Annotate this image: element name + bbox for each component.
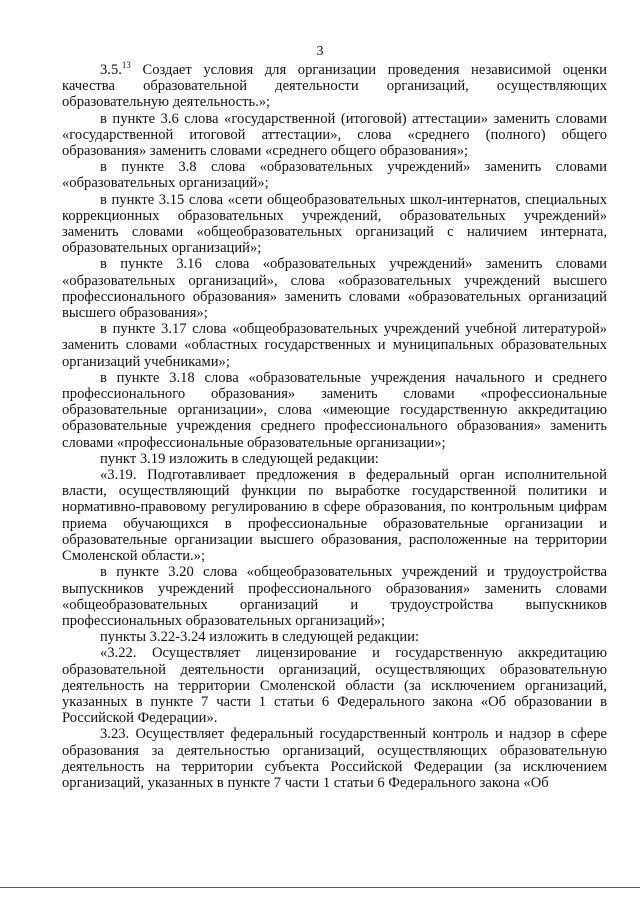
- paragraph: в пункте 3.6 слова «государственной (итоговой) аттестации» заменить словами «государственной итоговой аттестации», слова «среднего (полного) общего образования» заменить словами «среднего общего образования»;: [62, 110, 607, 160]
- page-bottom-rule: [0, 887, 640, 888]
- paragraph: в пункте 3.18 слова «образовательные учреждения начального и среднего профессионального образования» заменить словами «профессиональные образовательные организации», слова «имеющие государственную аккредитацию образовательные учреждения среднего профессионального образования» заменить словами «профессиональные образовательные организации»;: [62, 369, 607, 451]
- paragraph-text: Создает условия для организации проведения независимой оценки качества образовательной деятельности организаций, осуществляющих образовательную деятельность.»;: [62, 62, 607, 111]
- paragraph: в пункте 3.8 слова «образовательных учреждений» заменить словами «образовательных организаций»;: [62, 159, 607, 192]
- paragraph: «3.19. Подготавливает предложения в федеральный орган исполнительной власти, осуществляющий функции по выработке государственной политики и нормативно-правовому регулированию в сфере образования, по контрольным цифрам приема обучающихся в профессиональные образовательные организации и образовательные организации высшего образования, расположенные на территории Смоленской области.»;: [62, 467, 607, 565]
- clause-number: 3.5.: [100, 62, 122, 78]
- paragraph: в пункте 3.16 слова «образовательных учреждений» заменить словами «образовательных организаций», слова «образовательных учреждений высшего профессионального образования» заменить словами «образовательных организаций высшего образования»;: [62, 256, 607, 322]
- paragraph: 3.23. Осуществляет федеральный государственный контроль и надзор в сфере образования за деятельностью организаций, осуществляющих образовательную деятельность на территории субъекта Российской Федерации (за исключением организаций, указанных в пункте 7 части 1 статьи 6 Федерального закона «Об: [62, 726, 607, 791]
- page-number: 3: [316, 44, 324, 59]
- paragraph: «3.22. Осуществляет лицензирование и государственную аккредитацию образовательной деятельности организаций, осуществляющих образовательную деятельность на территории Смоленской области (за исключением организаций, указанных в пункте 7 части 1 статьи 6 Федерального закона «Об образовании в Российской Федерации».: [62, 645, 607, 727]
- paragraph-3-5: [62, 62, 607, 111]
- paragraph: в пункте 3.15 слова «сети общеобразовательных школ-интернатов, специальных коррекционных образовательных учреждений, образовательных учреждений» заменить словами «общеобразовательных организаций с наличием интерната, образовательных организаций»;: [62, 191, 607, 257]
- paragraph: в пункте 3.17 слова «общеобразовательных учреждений учебной литературой» заменить словами «областных государственных и муниципальных образовательных организаций учебниками»;: [62, 321, 607, 370]
- document-body: [62, 62, 607, 791]
- footnote-marker: 13: [121, 60, 131, 71]
- paragraph: в пункте 3.20 слова «общеобразовательных учреждений и трудоустройства выпускников учреждений профессионального образования» заменить словами «общеобразовательных организаций и трудоустройства выпускников профессиональных образовательных организаций»;: [62, 564, 607, 629]
- paragraph: пункты 3.22-3.24 изложить в следующей редакции:: [100, 629, 420, 646]
- paragraph: пункт 3.19 изложить в следующей редакции:: [100, 450, 379, 467]
